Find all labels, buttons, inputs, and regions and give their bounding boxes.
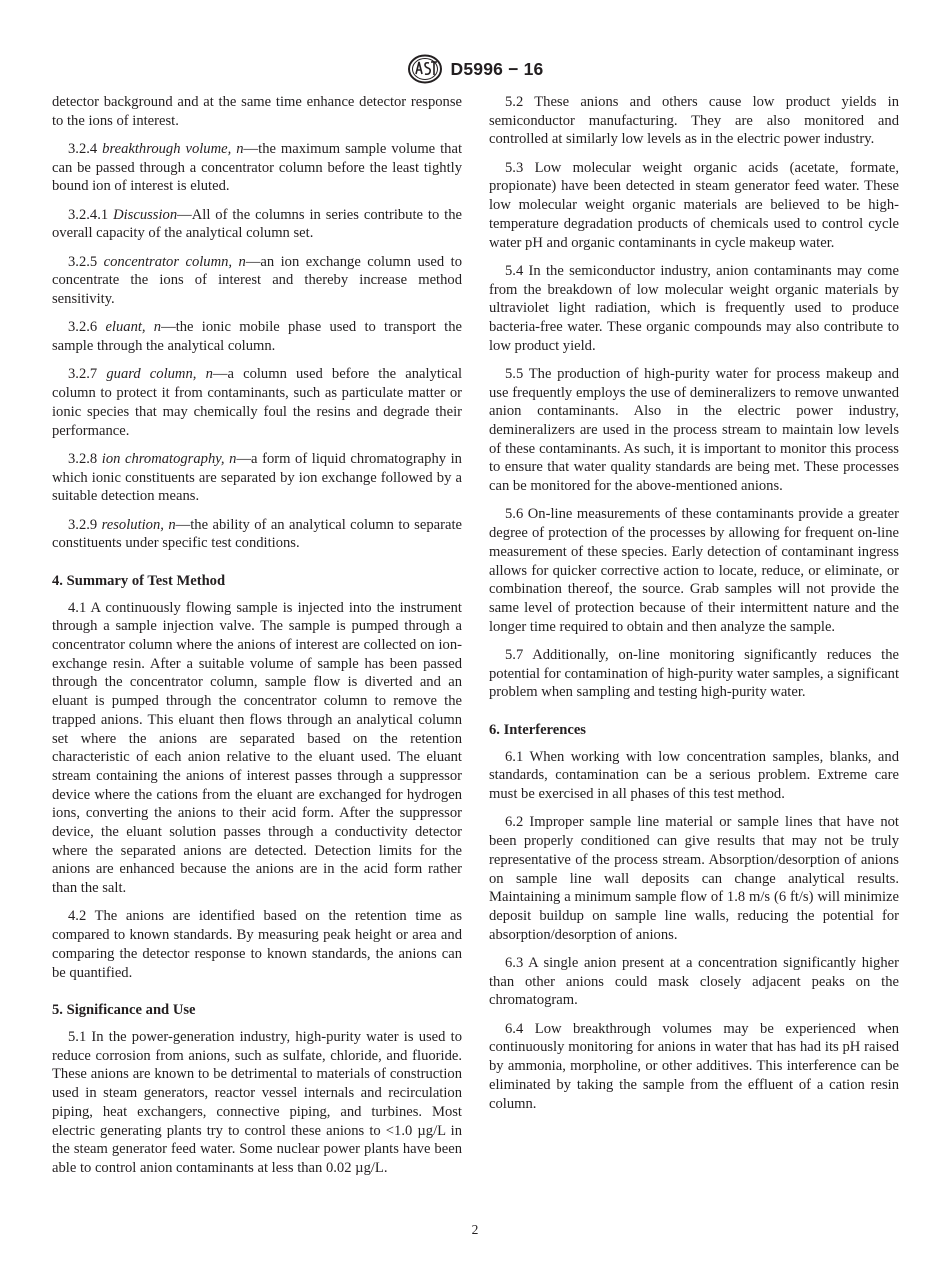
defined-term: Discussion	[113, 206, 178, 223]
section-heading-6: 6. Interferences	[489, 722, 586, 739]
page-number: 2	[471, 1222, 479, 1237]
right-column	[489, 93, 899, 1123]
page-header	[0, 52, 950, 86]
definition-3-2-4	[52, 140, 462, 196]
definition-text: —an ion exchange column used to concentrate the ions of interest and thereby increase method sensitivity.	[52, 253, 462, 308]
paragraph-4-2: 4.2 The anions are identified based on the retention time as compared to known standards. By measuring peak height or area and comparing the detector response to known standards, the anions can be quantified.	[52, 908, 462, 981]
definition-text: —the maximum sample volume that can be passed through a concentrator column before the least tightly bound ion of interest is eluted.	[52, 141, 462, 195]
paragraph-5-1: 5.1 In the power-generation industry, high-purity water is used to reduce corrosion from anions, such as sulfate, chloride, and fluoride. These anions are known to be detrimental to materials of construction used in steam generators, reactor vessel internals and recirculation piping, heat exchangers, connective piping, and turbines. Most electric generating plants try to control these anions to <1.0 µg/L in the steam generator feed water. Some nuclear power plants have been able to control anion contaminants at less than 0.02 µg/L.	[52, 1028, 462, 1176]
paragraph-5-7: 5.7 Additionally, on-line monitoring significantly reduces the potential for contamination of high-purity water samples, a significant problem when sampling and testing high-purity water.	[489, 646, 899, 701]
section-number: 3.2.4	[68, 141, 98, 157]
section-number: 3.2.8	[68, 450, 98, 467]
defined-term: breakthrough volume, n	[102, 141, 244, 157]
defined-term: eluant, n	[105, 319, 162, 336]
paragraph-5-6: 5.6 On-line measurements of these contaminants provide a greater degree of protection of the processes by allowing for frequent on-line measurement of these species. Early detection of contaminant ingress allows for quicker corrective action to locate, reduce, or eliminate, or combination thereof, the source. Grab samples will not provide the same level of protection because of their intermittent nature and the longer time required to obtain and then analyze the sample.	[489, 506, 899, 635]
paragraph-6-1: 6.1 When working with low concentration samples, blanks, and standards, contamination can be a serious problem. Extreme care must be exercised in all phases of this test method.	[489, 748, 899, 803]
paragraph-5-3: 5.3 Low molecular weight organic acids (acetate, formate, propionate) have been detected in steam generator feed water. These low molecular weight organic materials are believed to be high-temperature degradation products of chemicals used to control cycle water pH and organic contaminants in cycle makeup water.	[489, 159, 899, 251]
section-number: 3.2.7	[68, 366, 98, 383]
paragraph-5-2: 5.2 These anions and others cause low product yields in semiconductor manufacturing. They are also monitored and controlled at similarly low levels as in the electric power industry.	[489, 94, 899, 148]
paragraph-4-1: 4.1 A continuously flowing sample is injected into the instrument through a sample injection valve. The sample is pumped through a concentrator column where the anions of interest are collected on ion-exchange resin. After a suitable volume of sample has been passed through the concentrator column, sample flow is diverted and an eluant is pumped through the concentrator column to remove the trapped anions. This eluant then flows through an analytical column set where the anions are separated based on the retention characteristic of each anion relative to the eluant used. The eluant stream containing the anions of interest passes through a suppressor device where the cations from the eluant are exchanged for hydrogen ions, converting the anions to their acid form. After the suppressor device, the eluant solution passes through a conductivity detector where the separated anions are detected. Detection limits for the anions are enhanced because the anions are in the acid form rather than the salt.	[52, 599, 462, 897]
paragraph-6-2: 6.2 Improper sample line material or sample lines that have not been properly conditioned can give results that may not be truly representative of the process stream. Absorption/desorption of anions on sample line wall deposits can change analytical results. Maintaining a minimum sample flow of 1.8 m/s (6 ft/s) will minimize deposit buildup on sample line walls, reducing the potential for absorption/desorption of anions.	[489, 814, 899, 943]
paragraph-5-5: 5.5 The production of high-purity water for process makeup and use frequently employs the use of demineralizers to remove unwanted anion contaminants. Also in the electric power industry, demineralizers are used in the process stream to maintain low levels of these contaminants. As such, it is important to monitor this process to ensure that water quality standards are being met. These processes can be monitored for the above-mentioned anions.	[489, 365, 899, 495]
definition-3-2-4-1	[52, 206, 462, 243]
definition-3-2-6	[52, 318, 462, 355]
section-heading-5: 5. Significance and Use	[52, 1002, 196, 1019]
section-number: 3.2.9	[68, 516, 98, 533]
section-number: 3.2.4.1	[68, 206, 109, 223]
defined-term: concentrator column, n	[103, 253, 246, 270]
section-number: 3.2.5	[68, 253, 98, 270]
section-heading-4: 4. Summary of Test Method	[52, 572, 226, 589]
defined-term: ion chromatography, n	[101, 450, 237, 467]
paragraph-6-3: 6.3 A single anion present at a concentration significantly higher than other anions could mask closely adjacent peaks on the chromatogram.	[489, 954, 899, 1009]
definition-3-2-9	[52, 516, 462, 553]
definition-text: —a column used before the analytical column to protect it from contaminants, such as particulate matter or ionic species that may chemically foul the resins and degrade their performance.	[52, 366, 463, 439]
standard-designation: D5996 − 16	[450, 58, 544, 79]
section-number: 3.2.6	[68, 319, 98, 336]
astm-logo-icon	[407, 54, 443, 84]
definition-text: —the ability of an analytical column to separate constituents under specific test conditions.	[52, 516, 462, 552]
definition-text: —the ionic mobile phase used to transport the sample through the analytical column.	[52, 319, 462, 355]
paragraph-6-4: 6.4 Low breakthrough volumes may be experienced when continuously monitoring for anions in water that has had its pH raised by ammonia, morpholine, or other additives. This interference can be eliminated by taking the sample from the effluent of a cation resin column.	[489, 1020, 899, 1112]
definition-3-2-5	[52, 253, 462, 309]
definition-text: —All of the columns in series contribute to the overall capacity of the analytical column set.	[52, 206, 463, 242]
definition-3-2-8	[52, 450, 462, 506]
definition-text: —a form of liquid chromatography in which ionic constituents are separated by ion exchange followed by a suitable detection means.	[52, 450, 462, 505]
paragraph-continued: detector background and at the same time enhance detector response to the ions of interest.	[52, 94, 462, 129]
defined-term: resolution, n	[101, 516, 176, 533]
definition-3-2-7	[52, 365, 462, 440]
left-column	[52, 93, 462, 1187]
defined-term: guard column, n	[106, 366, 213, 383]
paragraph-5-4: 5.4 In the semiconductor industry, anion contaminants may come from the breakdown of low molecular weight organic materials by ultraviolet light radiation, which is frequently used to produce bacteria-free water. These organic compounds may also contribute to low product yield.	[489, 262, 899, 354]
